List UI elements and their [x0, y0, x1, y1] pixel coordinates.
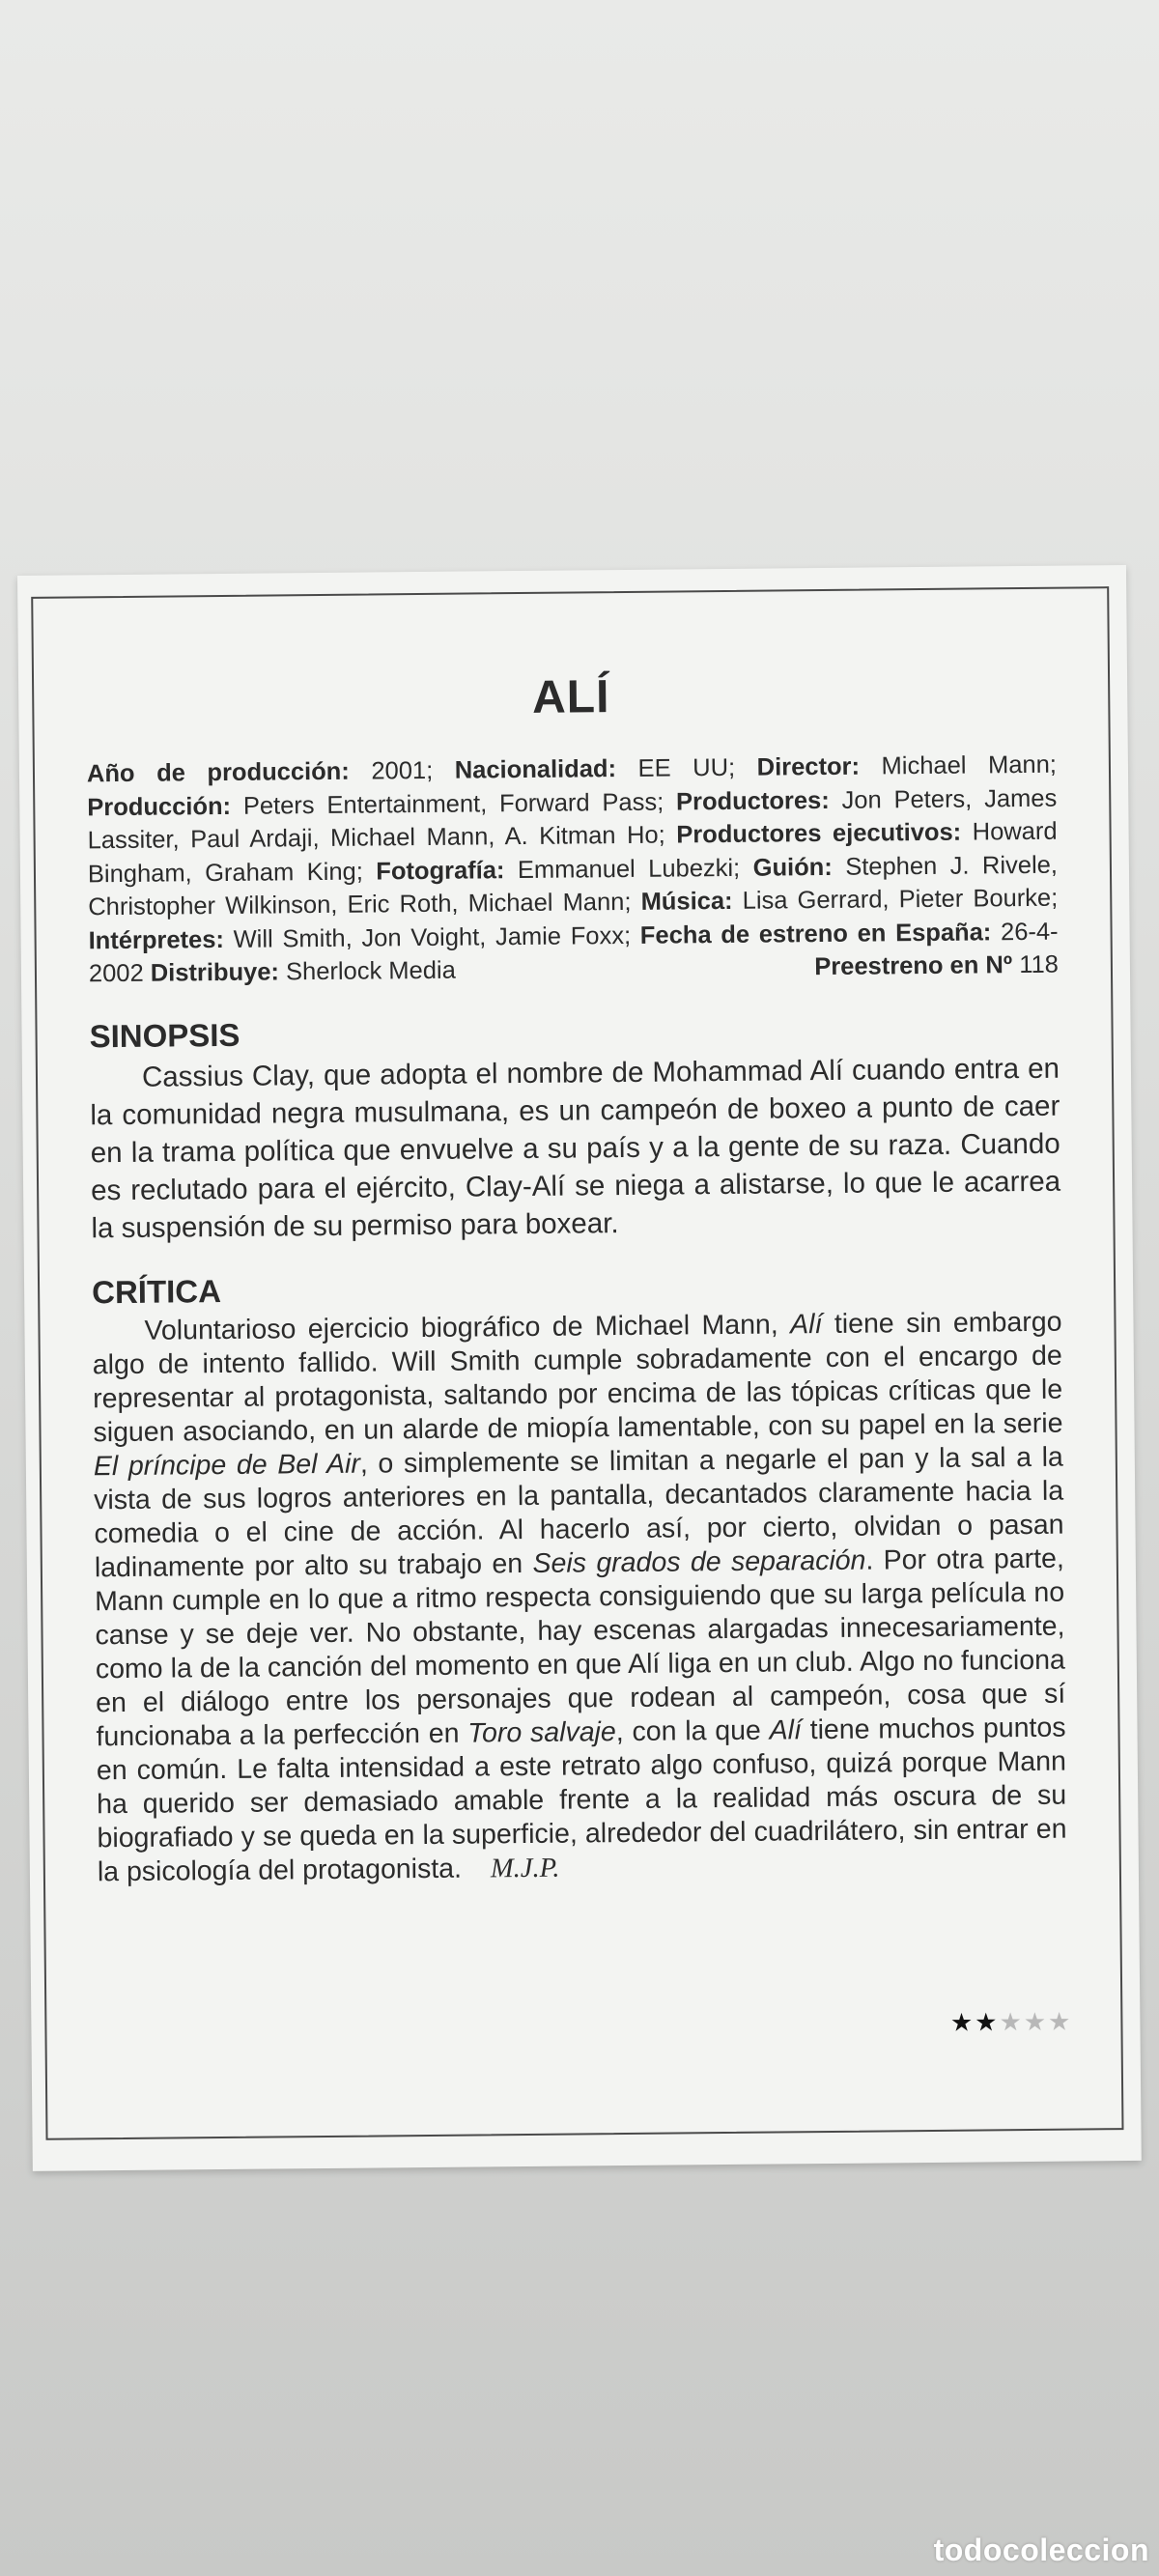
movie-title: ALÍ [531, 671, 610, 723]
synopsis-text: Cassius Clay, que adopta el nombre de Mohammad Alí cuando entra en la comunidad negra musulmana, es un campeón de boxeo a punto de caer en la trama política que envuelve a su país y a la gente de su raza. Cuando es reclutado para el ejército, Clay-Alí se niega a alistarse, lo que le acarrea la suspensión de su permiso para boxear. [90, 1052, 1061, 1244]
credit-nationality: EE UU; [615, 753, 757, 783]
credit-label-year: Año de producción: [86, 757, 350, 788]
credit-executive-producers: Howard Bingham, Graham King; [87, 817, 1058, 888]
review-text-part: tiene muchos puntos en común. Le falta intensidad a este retrato algo confuso, quizá porque Mann ha querido ser demasiado amable frente a la realidad más oscura de su biografiado y se queda en la superficie, alrededor del cuadrilátero, sin entrar en la psicología del protagonista. [96, 1712, 1067, 1887]
credit-music: Lisa Gerrard, Pieter Bourke; [732, 884, 1059, 915]
review-text-part: tiene sin embargo algo de intento fallido. Will Smith cumple sobradamente con el encargo de representar al protagonista, saltando por encima de las tópicas críticas que le siguen asociando, en un alarde de miopía lamentable, con su papel en la serie [92, 1306, 1063, 1448]
credit-label-production: Producción: [87, 792, 232, 821]
review-title-ref: Alí [769, 1713, 803, 1746]
credit-distributor: Sherlock Media [278, 956, 456, 986]
review-title-ref: El príncipe de Bel Air [93, 1448, 361, 1482]
synopsis-heading: SINOPSIS [89, 1016, 240, 1054]
review-title-ref: Seis grados de separación [532, 1544, 866, 1579]
credit-label-director: Director: [756, 752, 861, 781]
credit-label-producers: Productores: [675, 786, 830, 815]
review-text [92, 1305, 1067, 1889]
credit-year: 2001; [349, 756, 455, 785]
rating-stars [950, 2007, 1073, 2038]
credit-label-cast: Intérpretes: [88, 925, 225, 954]
credit-director: Michael Mann; [859, 750, 1058, 780]
review-text-part: . Por otra parte, Mann cumple en lo que a ritmo respecta consiguiendo que su larga película no canse y se deje ver. No obstante, hay escenas alargadas innecesariamente, como la de la canción del momento en que Alí liga en un club. Algo no funciona en el diálogo entre los personajes que rodean al campeón, cosa que sí funcionaba a la perfección en [95, 1543, 1066, 1752]
credit-label-nationality: Nacionalidad: [454, 755, 617, 784]
review-text-part: , o simplemente se limitan a negarle el pan y la sal a la vista de sus logros anteriores en la pantalla, decantados claramente hacia la comedia o el cine de acción. Al hacerlo así, por cierto, olvidan o pasan ladinamente por alto su trabajo en [94, 1441, 1064, 1583]
review-title-ref: Alí [790, 1308, 823, 1340]
review-text-part: , con la que [615, 1714, 770, 1747]
credit-release: 26-4-2002 [88, 918, 1059, 988]
credit-label-distributor: Distribuye: [150, 958, 280, 987]
credit-production: Peters Entertainment, Forward Pass; [230, 787, 677, 820]
credit-label-music: Música: [640, 887, 733, 916]
credit-script: Stephen J. Rivele, Christopher Wilkinson, Eric Roth, Michael Mann; [88, 851, 1059, 921]
credit-producers: Jon Peters, James Lassiter, Paul Ardaji, Michael Mann, A. Kitman Ho; [87, 784, 1058, 855]
credit-label-photography: Fotografía: [376, 856, 505, 885]
review-frame [31, 586, 1123, 2140]
review-heading: CRÍTICA [91, 1272, 222, 1310]
review-signature: M.J.P. [490, 1853, 560, 1883]
credits-block [87, 749, 1059, 991]
review-text-part: Voluntarioso ejercicio biográfico de Michael Mann, [144, 1308, 791, 1346]
review-card [17, 565, 1142, 2171]
credit-label-script: Guión: [752, 853, 833, 882]
star-filled-icon: ★★ [949, 2007, 1000, 2037]
credit-label-executive-producers: Productores ejecutivos: [676, 818, 962, 849]
watermark-logo: todocoleccion [933, 2533, 1149, 2567]
credit-cast: Will Smith, Jon Voight, Jamie Foxx; [223, 921, 640, 953]
credit-label-release: Fecha de estreno en España: [639, 918, 992, 949]
credit-preview: 118 [1012, 950, 1060, 979]
credit-photography: Emmanuel Lubezki; [504, 854, 753, 884]
review-title-ref: Toro salvaje [467, 1715, 616, 1749]
credit-label-preview: Preestreno en Nº [814, 951, 1013, 981]
star-empty-icon: ★★★ [999, 2006, 1073, 2037]
